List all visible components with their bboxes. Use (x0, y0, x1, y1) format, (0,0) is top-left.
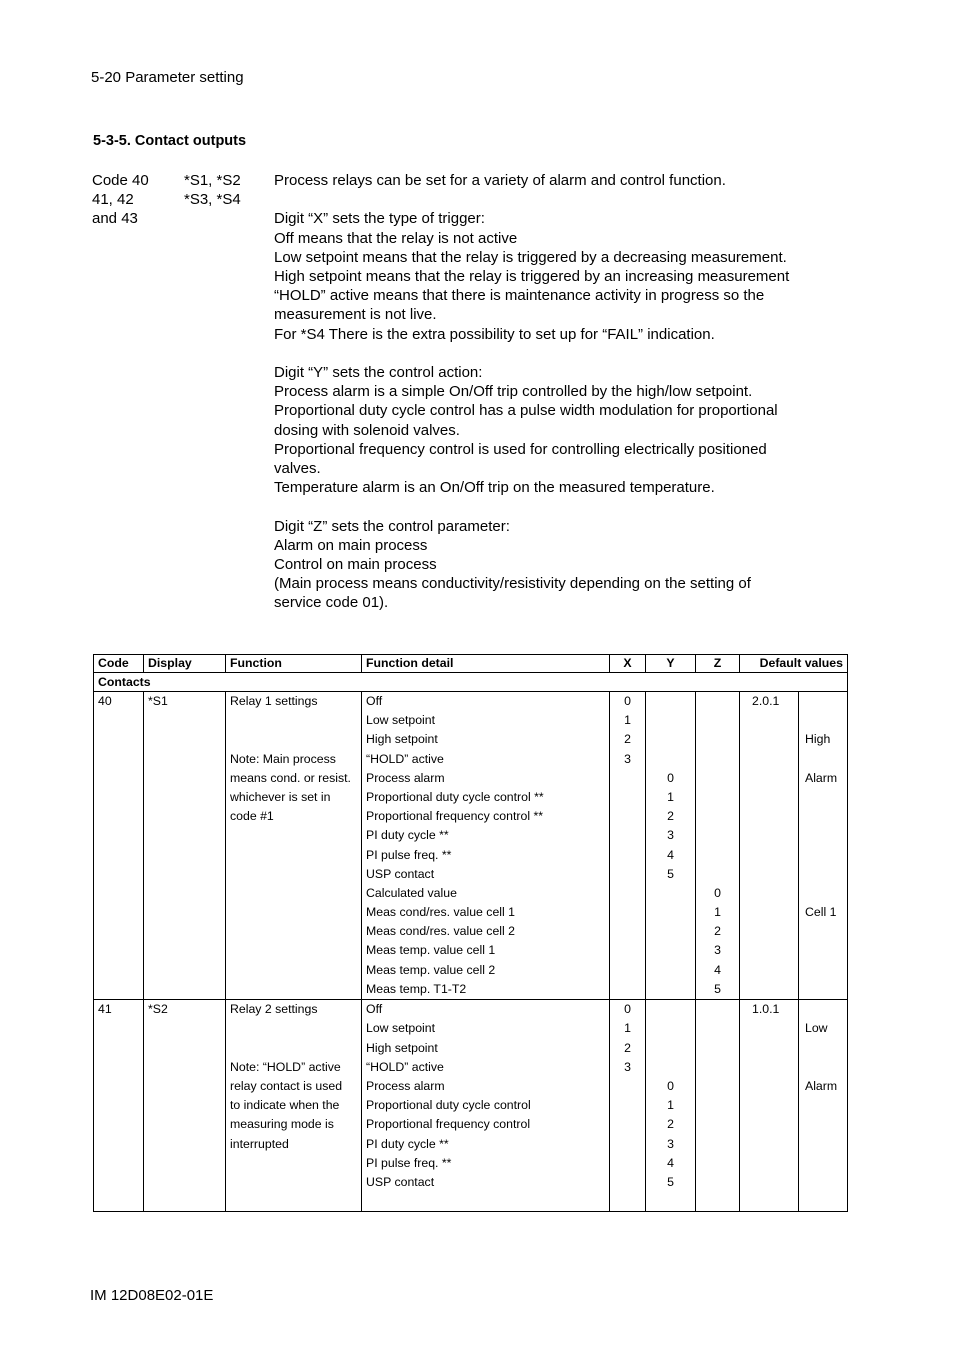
cell-z-line (700, 1135, 735, 1154)
cell-y-line (650, 1019, 691, 1038)
cell-z (696, 1000, 740, 1212)
description-line: Process alarm is a simple On/Off trip controlled by the high/low setpoint. (274, 383, 753, 401)
cell-x-line: 3 (624, 1059, 631, 1074)
cell-function-line (230, 711, 357, 730)
cell-function-detail-line: Proportional duty cycle control ** (366, 789, 544, 804)
default-value (752, 1115, 798, 1134)
default-description: Alarm (805, 1078, 838, 1093)
cell-x-line (614, 1115, 641, 1134)
cell-z-line (700, 1039, 735, 1058)
cell-x-line: 2 (624, 1040, 631, 1055)
default-value: 1.0.1 (752, 1002, 780, 1017)
cell-z-line (700, 846, 735, 865)
cell-function-line (230, 1154, 357, 1173)
cell-code-value: 40 (98, 694, 112, 708)
col-header-default-values: Default values (740, 655, 848, 673)
cell-function-detail-line: High setpoint (366, 1040, 438, 1055)
cell-y-line (650, 922, 691, 941)
description-line: Control on main process (274, 556, 437, 574)
cell-function-detail (362, 692, 610, 1000)
intro-displays (184, 171, 241, 209)
cell-function-line (230, 846, 357, 865)
cell-y-line: 5 (667, 866, 674, 881)
cell-z-line: 1 (714, 905, 721, 920)
cell-x-line (614, 980, 641, 999)
default-description: Cell 1 (805, 905, 837, 920)
cell-function-detail-line: Meas temp. value cell 2 (366, 962, 496, 977)
default-description (805, 961, 837, 980)
cell-x-line (614, 884, 641, 903)
default-description (805, 1154, 837, 1173)
intro-codes (92, 171, 149, 228)
cell-function-line (230, 1192, 357, 1211)
cell-y-line: 4 (667, 1155, 674, 1170)
cell-x-line: 1 (624, 713, 631, 728)
cell-function-line: means cond. or resist. (230, 770, 351, 785)
cell-function-detail-line: Off (366, 694, 383, 708)
cell-y-line (650, 980, 691, 999)
cell-z-line (700, 1192, 735, 1211)
cell-display (144, 1000, 226, 1212)
cell-z-line (700, 826, 735, 845)
cell-function-detail-line: Proportional frequency control (366, 1117, 531, 1132)
default-value (752, 1077, 798, 1096)
description-line: measurement is not live. (274, 306, 437, 324)
cell-z (696, 692, 740, 1000)
description-line (274, 344, 849, 363)
default-value (752, 1154, 798, 1173)
intro-display-line: *S1, *S2 (184, 172, 241, 189)
section-row (94, 673, 848, 692)
col-header-display: Display (144, 655, 226, 673)
cell-function (226, 692, 362, 1000)
default-description (805, 711, 837, 730)
cell-y-line (650, 750, 691, 769)
cell-function-detail-line: Low setpoint (366, 1021, 436, 1036)
default-value (752, 807, 798, 826)
cell-z-line (700, 865, 735, 884)
cell-function (226, 1000, 362, 1212)
description-line: For *S4 There is the extra possibility to set up for “FAIL” indication. (274, 325, 715, 343)
cell-function-line: Note: Main process (230, 751, 336, 766)
cell-y (646, 692, 696, 1000)
cell-x-line (614, 1192, 641, 1211)
description-line: “HOLD” active means that there is maintenance activity in progress so the (274, 287, 765, 305)
cell-code-value: 41 (98, 1002, 112, 1017)
cell-y-line (650, 884, 691, 903)
cell-function-line: relay contact is used (230, 1078, 343, 1093)
cell-y-line: 1 (667, 789, 674, 804)
cell-function-line (230, 1173, 357, 1192)
cell-function-detail-line (366, 1192, 605, 1211)
col-header-x: X (610, 655, 646, 673)
default-value (752, 1096, 798, 1115)
default-description (805, 941, 837, 960)
default-value: 2.0.1 (752, 694, 780, 708)
default-value (752, 1192, 798, 1211)
cell-x-line (614, 1135, 641, 1154)
description-line: service code 01). (274, 594, 389, 612)
cell-y-line (650, 941, 691, 960)
cell-x-line (614, 961, 641, 980)
default-value (752, 1135, 798, 1154)
page-header: 5-20 Parameter setting (91, 69, 244, 86)
cell-y-line: 4 (667, 847, 674, 862)
cell-function-line (230, 865, 357, 884)
cell-display (144, 692, 226, 1000)
col-header-function: Function (226, 655, 362, 673)
col-header-function-detail: Function detail (362, 655, 610, 673)
description-line (274, 190, 849, 209)
cell-x-line: 0 (624, 694, 631, 708)
cell-x-line (614, 846, 641, 865)
cell-y-line (650, 961, 691, 980)
description-line: Off means that the relay is not active (274, 229, 518, 247)
cell-function-detail-line: Proportional duty cycle control (366, 1098, 531, 1113)
description-line (274, 497, 849, 516)
cell-z-line (700, 692, 735, 711)
cell-z-line: 5 (714, 981, 721, 996)
cell-z-line: 2 (714, 924, 721, 939)
cell-function-line: code #1 (230, 809, 274, 824)
table-header-row (94, 655, 848, 673)
default-value (752, 826, 798, 845)
cell-z-line (700, 1173, 735, 1192)
default-description: Low (805, 1021, 828, 1036)
cell-z-line (700, 1000, 735, 1019)
parameter-table (93, 654, 848, 1212)
cell-x-line: 3 (624, 751, 631, 766)
description-line: valves. (274, 460, 321, 478)
cell-z-line (700, 1019, 735, 1038)
cell-z-line (700, 711, 735, 730)
default-description (805, 1000, 837, 1019)
cell-y-line (650, 903, 691, 922)
default-description (805, 788, 837, 807)
cell-function-detail-line: Meas temp. value cell 1 (366, 943, 496, 958)
default-description (805, 980, 837, 999)
cell-function-detail-line: USP contact (366, 1174, 435, 1189)
cell-y-line (650, 1039, 691, 1058)
default-description: High (805, 732, 831, 747)
cell-function-line: to indicate when the (230, 1098, 340, 1113)
cell-z-line: 4 (714, 962, 721, 977)
cell-y-line (650, 1192, 691, 1211)
default-value (752, 1019, 798, 1038)
cell-y-line (650, 711, 691, 730)
default-value (752, 846, 798, 865)
default-description (805, 750, 837, 769)
cell-y-line: 1 (667, 1098, 674, 1113)
cell-function-line: whichever is set in (230, 789, 331, 804)
cell-x-line: 1 (624, 1021, 631, 1036)
cell-y-line: 0 (667, 1078, 674, 1093)
intro-display-line: *S3, *S4 (184, 191, 241, 208)
default-description (805, 846, 837, 865)
description-line: Digit “Z” sets the control parameter: (274, 517, 510, 535)
description-line: Proportional frequency control is used for controlling electrically positioned (274, 440, 767, 458)
cell-function-detail-line: Off (366, 1002, 383, 1017)
default-description (805, 922, 837, 941)
default-value (752, 922, 798, 941)
cell-x-line (614, 941, 641, 960)
description-line: Alarm on main process (274, 536, 428, 554)
description-line: Proportional duty cycle control has a pulse width modulation for proportional (274, 402, 778, 420)
cell-z-line (700, 730, 735, 749)
cell-function-line (230, 1039, 357, 1058)
cell-function-line (230, 980, 357, 999)
cell-function-line (230, 884, 357, 903)
default-value (752, 1058, 798, 1077)
cell-function-line (230, 1019, 357, 1038)
cell-function-line (230, 730, 357, 749)
default-value (752, 941, 798, 960)
cell-z-line (700, 1058, 735, 1077)
default-value (752, 980, 798, 999)
cell-x-line (614, 807, 641, 826)
description-line: Low setpoint means that the relay is triggered by a decreasing measurement. (274, 248, 787, 266)
cell-z-line (700, 769, 735, 788)
default-description (805, 1135, 837, 1154)
cell-function-detail-line: Process alarm (366, 770, 445, 785)
cell-x-line: 2 (624, 732, 631, 747)
default-description (805, 1058, 837, 1077)
table-row (94, 692, 848, 1000)
cell-function-line (230, 826, 357, 845)
default-value (752, 788, 798, 807)
cell-y (646, 1000, 696, 1212)
default-value (752, 961, 798, 980)
cell-function-detail-line: Proportional frequency control ** (366, 809, 544, 824)
cell-function-detail-line: PI duty cycle ** (366, 828, 449, 843)
description-line: Process relays can be set for a variety of alarm and control function. (274, 172, 726, 189)
cell-function-detail-line: PI pulse freq. ** (366, 1155, 452, 1170)
default-description (805, 884, 837, 903)
section-label: Contacts (94, 673, 848, 692)
cell-z-line (700, 1077, 735, 1096)
cell-function-detail-line: Meas temp. T1-T2 (366, 981, 467, 996)
default-description (805, 1115, 837, 1134)
description-line: Digit “Y” sets the control action: (274, 364, 483, 381)
description-line: High setpoint means that the relay is triggered by an increasing measurement (274, 268, 790, 285)
cell-z-line: 0 (714, 885, 721, 900)
cell-function-line (230, 941, 357, 960)
cell-code (94, 1000, 144, 1212)
default-value (752, 769, 798, 788)
cell-function-detail-line: PI duty cycle ** (366, 1136, 449, 1151)
cell-z-line (700, 1096, 735, 1115)
cell-code (94, 692, 144, 1000)
cell-y-line: 2 (667, 809, 674, 824)
col-header-code: Code (94, 655, 144, 673)
intro-description (274, 171, 849, 613)
cell-y-line: 3 (667, 1136, 674, 1151)
cell-z-line (700, 1115, 735, 1134)
cell-function-line: Note: “HOLD” active (230, 1059, 341, 1074)
default-value (752, 711, 798, 730)
cell-y-line: 5 (667, 1174, 674, 1189)
default-description: Alarm (805, 770, 838, 785)
cell-x-line (614, 1077, 641, 1096)
cell-z-line (700, 750, 735, 769)
cell-function-detail-line: Low setpoint (366, 713, 436, 728)
default-description (805, 807, 837, 826)
cell-y-line: 0 (667, 770, 674, 785)
default-value (752, 884, 798, 903)
default-description (805, 692, 837, 711)
cell-function-line (230, 961, 357, 980)
cell-x-line: 0 (624, 1002, 631, 1017)
cell-x-line (614, 1154, 641, 1173)
cell-x-line (614, 769, 641, 788)
default-description (805, 865, 837, 884)
intro-code-line: 41, 42 (92, 191, 134, 208)
default-description (805, 826, 837, 845)
cell-x-line (614, 865, 641, 884)
cell-x (610, 692, 646, 1000)
cell-y-line: 3 (667, 828, 674, 843)
cell-function-detail-line: Meas cond/res. value cell 1 (366, 905, 516, 920)
default-value (752, 730, 798, 749)
default-description (805, 1173, 837, 1192)
cell-y-line (650, 1058, 691, 1077)
cell-function-detail (362, 1000, 610, 1212)
default-value (752, 750, 798, 769)
default-description (805, 1192, 837, 1211)
cell-x-line (614, 826, 641, 845)
cell-function-detail-line: Meas cond/res. value cell 2 (366, 924, 516, 939)
cell-function-detail-line: PI pulse freq. ** (366, 847, 452, 862)
cell-x-line (614, 903, 641, 922)
cell-function-line: measuring mode is (230, 1117, 334, 1132)
cell-function-detail-line: USP contact (366, 866, 435, 881)
cell-function-detail-line: Calculated value (366, 885, 457, 900)
table-row (94, 1000, 848, 1212)
cell-function-line (230, 922, 357, 941)
cell-function-line: Relay 2 settings (230, 1002, 318, 1017)
cell-function-line (230, 903, 357, 922)
col-header-z: Z (696, 655, 740, 673)
cell-x-line (614, 922, 641, 941)
cell-z-line (700, 1154, 735, 1173)
description-line: (Main process means conductivity/resistivity depending on the setting of (274, 575, 751, 593)
cell-x-line (614, 788, 641, 807)
description-line: Temperature alarm is an On/Off trip on the measured temperature. (274, 479, 715, 497)
default-value (752, 1173, 798, 1192)
cell-z-line (700, 788, 735, 807)
col-header-y: Y (646, 655, 696, 673)
cell-function-detail-line: Process alarm (366, 1078, 445, 1093)
default-value (752, 903, 798, 922)
intro-code-line: and 43 (92, 210, 138, 227)
cell-y-line: 2 (667, 1117, 674, 1132)
cell-function-detail-line: “HOLD” active (366, 751, 444, 766)
description-line: Digit “X” sets the type of trigger: (274, 210, 485, 228)
cell-default (740, 1000, 848, 1212)
default-value (752, 1039, 798, 1058)
cell-default (740, 692, 848, 1000)
cell-function-line: interrupted (230, 1136, 289, 1151)
intro-code-line: Code 40 (92, 172, 149, 189)
default-description (805, 1039, 837, 1058)
default-value (752, 865, 798, 884)
section-title: 5-3-5. Contact outputs (93, 133, 247, 149)
page-footer: IM 12D08E02-01E (90, 1287, 214, 1304)
cell-function-detail-line: High setpoint (366, 732, 438, 747)
cell-y-line (650, 730, 691, 749)
cell-display-value: *S1 (148, 694, 168, 708)
cell-x-line (614, 1173, 641, 1192)
cell-x-line (614, 1096, 641, 1115)
cell-z-line (700, 807, 735, 826)
cell-y-line (650, 692, 691, 711)
description-line: dosing with solenoid valves. (274, 421, 460, 439)
default-description (805, 1096, 837, 1115)
cell-function-detail-line: “HOLD” active (366, 1059, 444, 1074)
cell-x (610, 1000, 646, 1212)
cell-y-line (650, 1000, 691, 1019)
cell-display-value: *S2 (148, 1002, 168, 1017)
cell-function-line: Relay 1 settings (230, 694, 318, 708)
cell-z-line: 3 (714, 943, 721, 958)
